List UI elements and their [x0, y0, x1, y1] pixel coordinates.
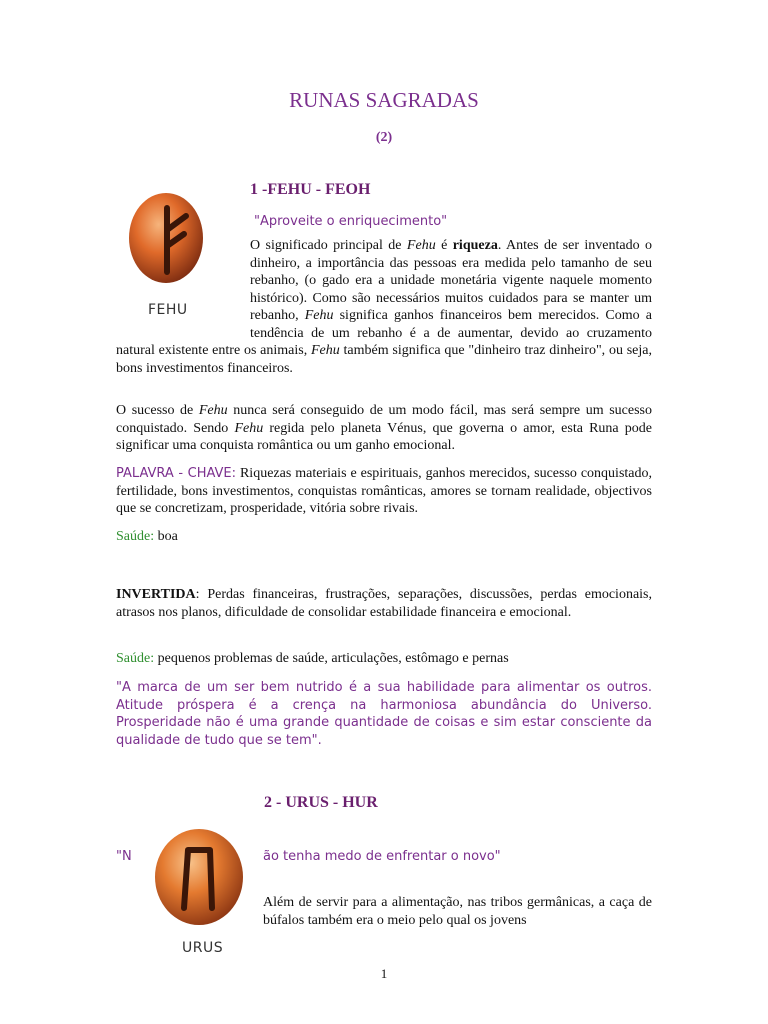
inverted-health-label: Saúde: [116, 651, 155, 666]
keywords-label: PALAVRA - CHAVE: [116, 466, 237, 481]
page-subtitle: (2) [375, 130, 393, 145]
rune2-paragraph-1: Além de servir para a alimentação, nas tribos germânicas, a caça de búfalos também era o meio pelo qual os jovens [263, 895, 652, 928]
page-number: 1 [380, 966, 388, 981]
rune1-paragraph-1: O significado principal de Fehu é riqueza. Antes de ser inventado o dinheiro, a importância das pessoas era medida pelo tamanho de seu rebanho, (o gado era a unidade monetária vigente naquele momento histórico). Como são necessários muitos cuidados para se manter um rebanho, Fehu significa ganhos financeiros bem merecidos. Como a tendência de um rebanho é a de aumentar, devido ao cruzamento natural existente entre os animais, Fehu também significa que "dinheiro traz dinheiro", ou seja, bons investimentos financeiros. [116, 238, 652, 376]
rune1-tagline: "Aproveite o enriquecimento" [254, 214, 448, 229]
urus-rune-stone-icon [152, 826, 246, 928]
rune1-keywords: PALAVRA - CHAVE: Riquezas materiais e espirituais, ganhos merecidos, sucesso conquistado, fertilidade, bons investimentos, conquistas românticas, amores se tornam realidade, objectivos que se concretizam, prosperidade, vitória sobre rivais. [116, 466, 653, 516]
rune2-heading: 2 - URUS - HUR [264, 794, 378, 811]
rune1-heading: 1 -FEHU - FEOH [250, 181, 371, 198]
inverted-label: INVERTIDA [116, 587, 196, 602]
rune1-health: Saúde: boa [116, 529, 178, 544]
rune1-paragraph-2: O sucesso de Fehu nunca será conseguido de um modo fácil, mas será sempre um sucesso conquistado. Sendo Fehu regida pelo planeta Vénus, que governa o amor, esta Runa pode significar uma conquista romântica ou um ganho emocional. [116, 403, 652, 453]
urus-image-label: URUS [182, 940, 224, 956]
page-title: RUNAS SAGRADAS [289, 88, 479, 112]
rune2-tagline-start: "N [116, 849, 132, 864]
health-label: Saúde: [116, 529, 155, 544]
rune1-inverted: INVERTIDA: Perdas financeiras, frustrações, separações, discussões, perdas emocionais, atrasos nos planos, dificuldade de consolidar estabilidade financeira e emocional. [116, 587, 652, 620]
rune1-inverted-health: Saúde: pequenos problemas de saúde, articulações, estômago e pernas [116, 651, 509, 666]
fehu-image-label: FEHU [148, 302, 188, 318]
rune1-quote: "A marca de um ser bem nutrido é a sua habilidade para alimentar os outros. Atitude próspera é a crença na harmoniosa abundância do Universo. Prosperidade não é uma grande quantidade de coisas e sim estar consciente da qualidade de tudo que se tem". [116, 680, 652, 748]
rune2-tagline-end: ão tenha medo de enfrentar o novo" [263, 849, 501, 864]
